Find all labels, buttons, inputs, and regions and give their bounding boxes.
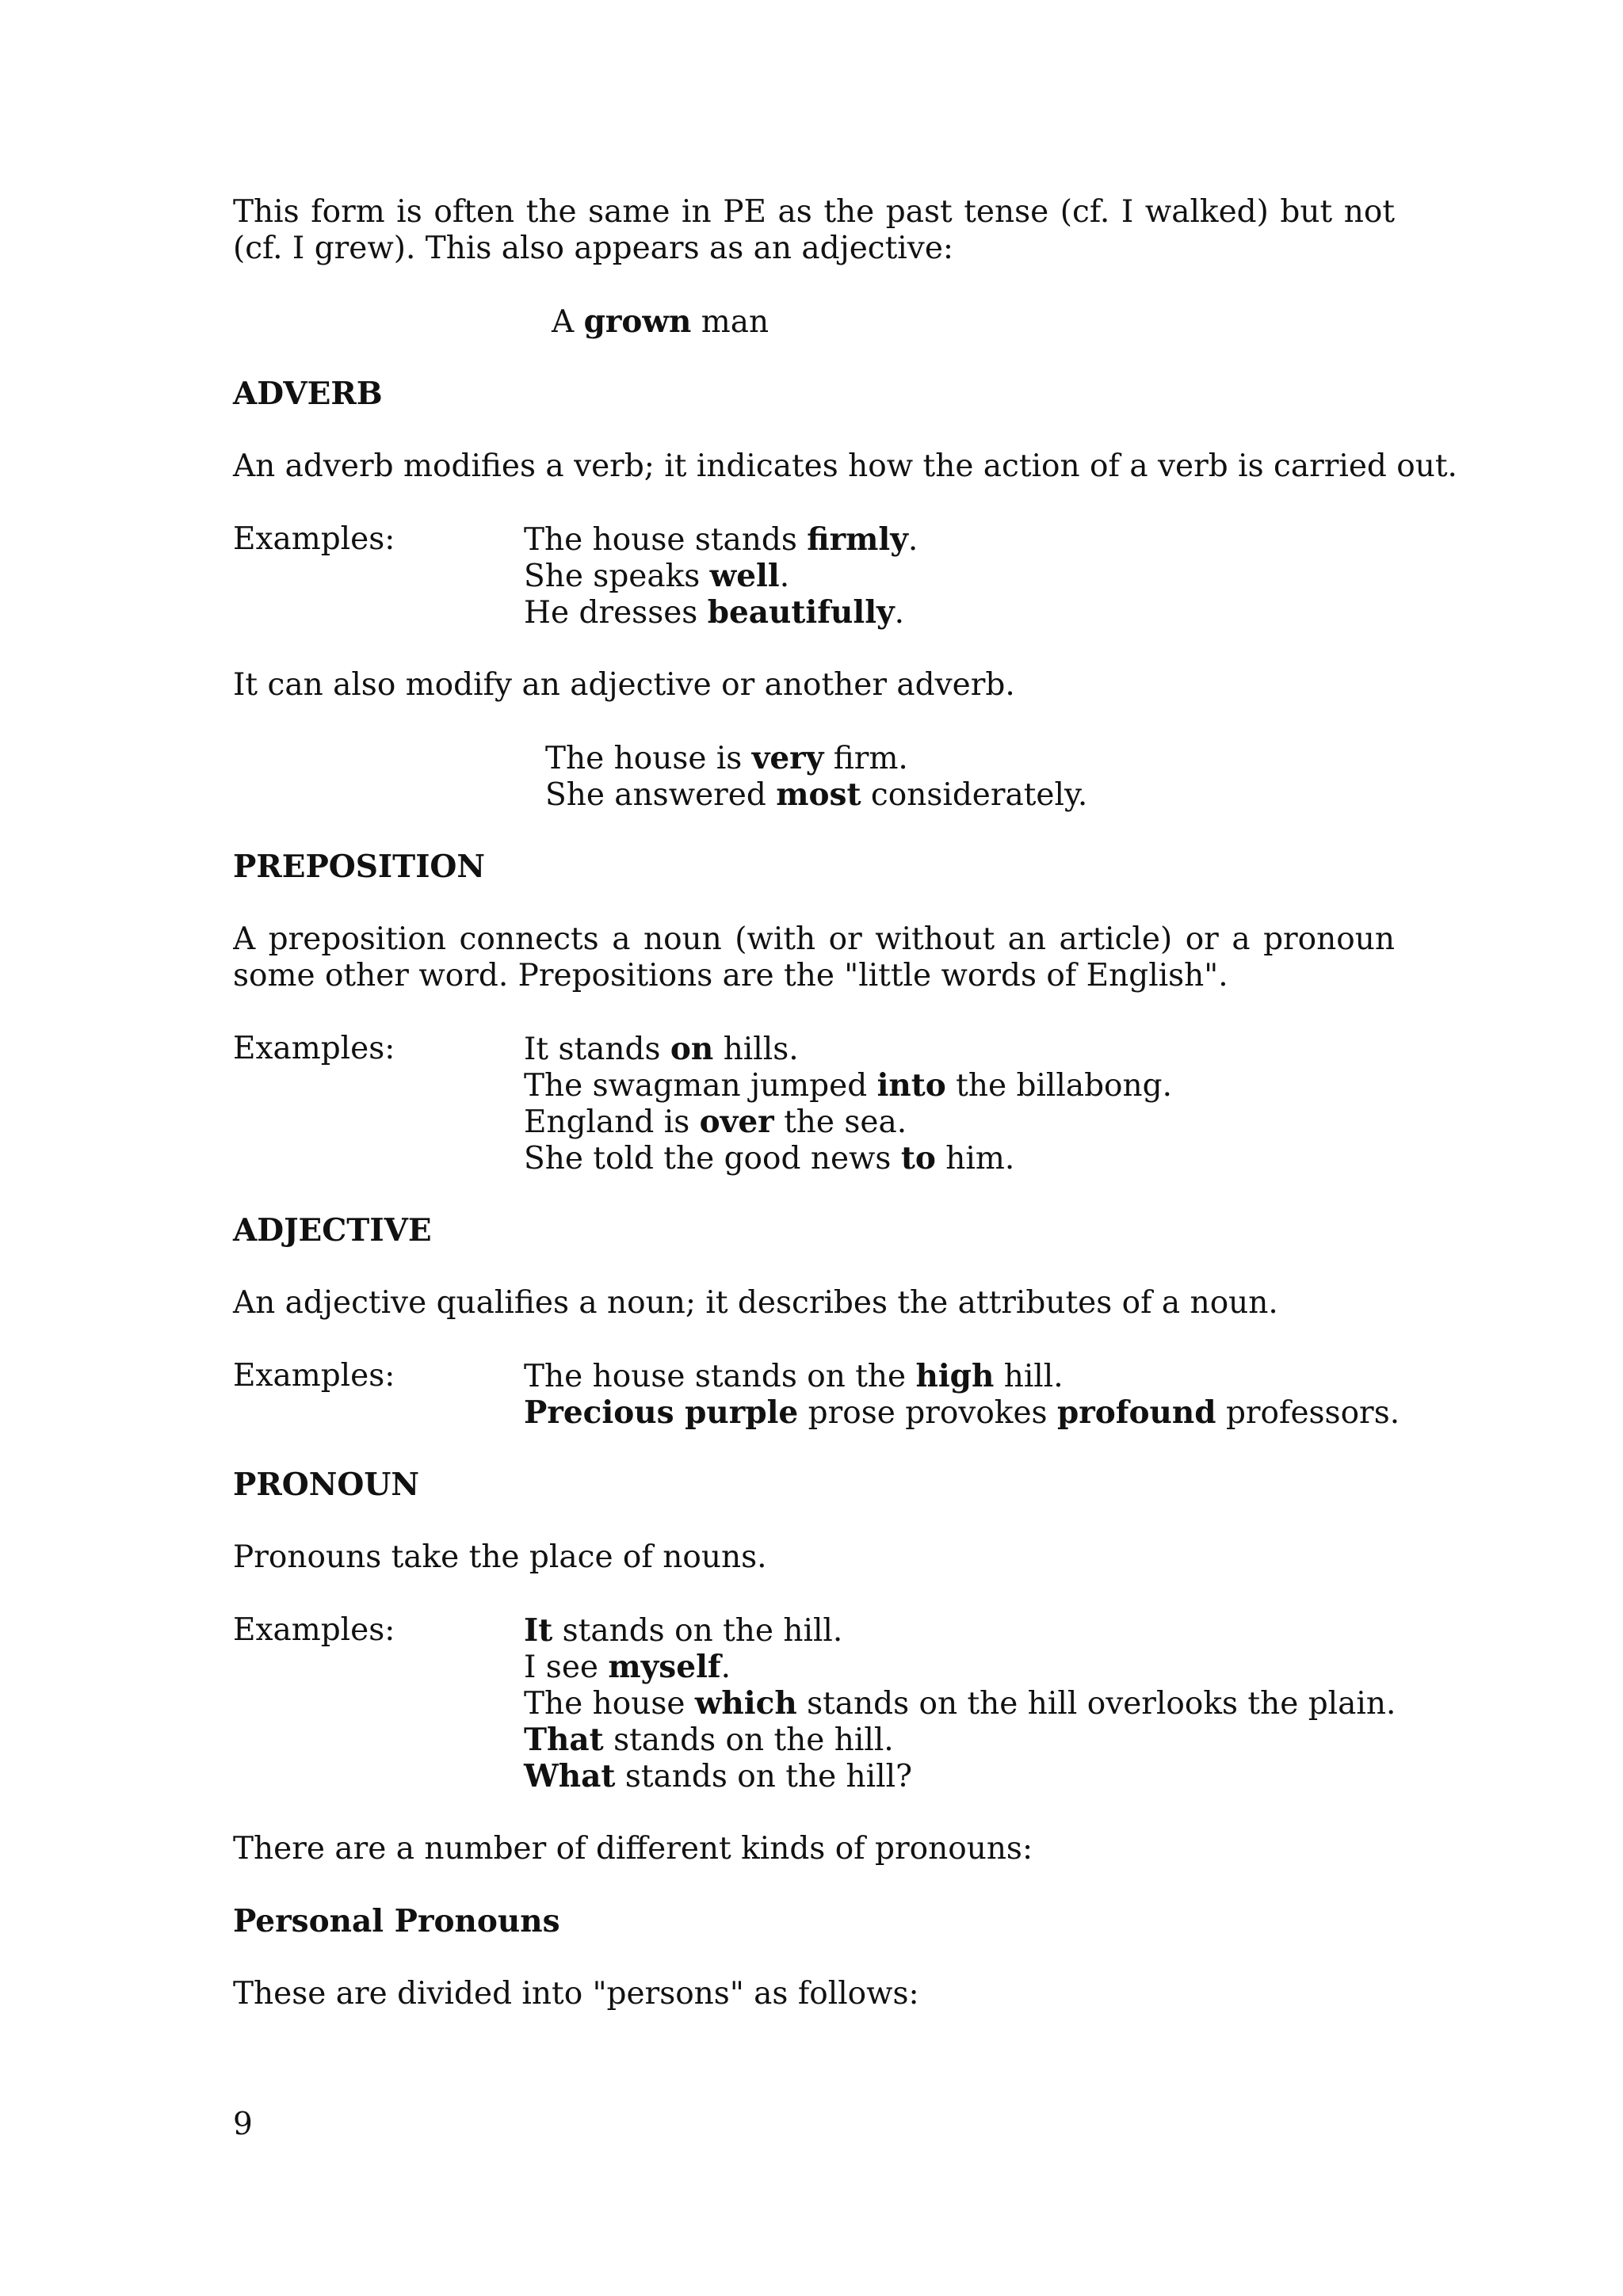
adverb-example-1: The house stands firmly. [524,521,918,558]
pronoun-example-5: What stands on the hill? [524,1758,912,1794]
pronoun-example-4: That stands on the hill. [524,1722,894,1758]
intro-line-1: This form is often the same in PE as the past tense (cf. I walked) but not [233,194,1395,230]
preposition-example-4: She told the good news to him. [524,1140,1015,1177]
adverb-example-3: He dresses beautifully. [524,594,905,631]
intro-line-2: (cf. I grew). This also appears as an adjective: [233,231,954,266]
adjective-examples-label: Examples: [233,1358,395,1394]
pronoun-definition: Pronouns take the place of nouns. [233,1539,767,1575]
adjective-definition: An adjective qualifies a noun; it describes the attributes of a noun. [233,1285,1278,1321]
adjective-heading: ADJECTIVE [233,1212,432,1249]
pronoun-example-2: I see myself. [524,1649,731,1685]
adjective-example-1: The house stands on the high hill. [524,1358,1064,1394]
personal-pronouns-text: These are divided into "persons" as follows: [233,1976,919,2012]
preposition-example-2: The swagman jumped into the billabong. [524,1067,1173,1104]
page-number: 9 [233,2107,253,2142]
pronoun-kinds-text: There are a number of different kinds of pronouns: [233,1831,1033,1867]
pronoun-example-3: The house which stands on the hill overlooks the plain. [524,1685,1396,1722]
adverb-example-5: She answered most considerately. [545,776,1088,813]
pronoun-example-1: It stands on the hill. [524,1612,843,1649]
preposition-example-3: England is over the sea. [524,1104,907,1140]
adverb-heading: ADVERB [233,376,383,412]
preposition-example-1: It stands on hills. [524,1031,799,1067]
adverb-definition: An adverb modifies a verb; it indicates how the action of a verb is carried out. [233,448,1457,484]
pronoun-examples-label: Examples: [233,1612,395,1648]
adverb-examples-label: Examples: [233,521,395,557]
adverb-example-2: She speaks well. [524,558,790,594]
preposition-examples-label: Examples: [233,1031,395,1066]
preposition-heading: PREPOSITION [233,849,486,885]
adjective-example-2: Precious purple prose provokes profound professors. [524,1394,1400,1431]
adverb-also-text: It can also modify an adjective or another adverb. [233,667,1015,703]
personal-pronouns-heading: Personal Pronouns [233,1903,560,1939]
preposition-definition-line-2: some other word. Prepositions are the "little words of English". [233,958,1228,994]
grown-example: A grown man [552,303,769,340]
pronoun-heading: PRONOUN [233,1466,419,1503]
preposition-definition-line-1: A preposition connects a noun (with or without an article) or a pronoun [233,921,1395,957]
adverb-example-4: The house is very firm. [545,740,908,776]
